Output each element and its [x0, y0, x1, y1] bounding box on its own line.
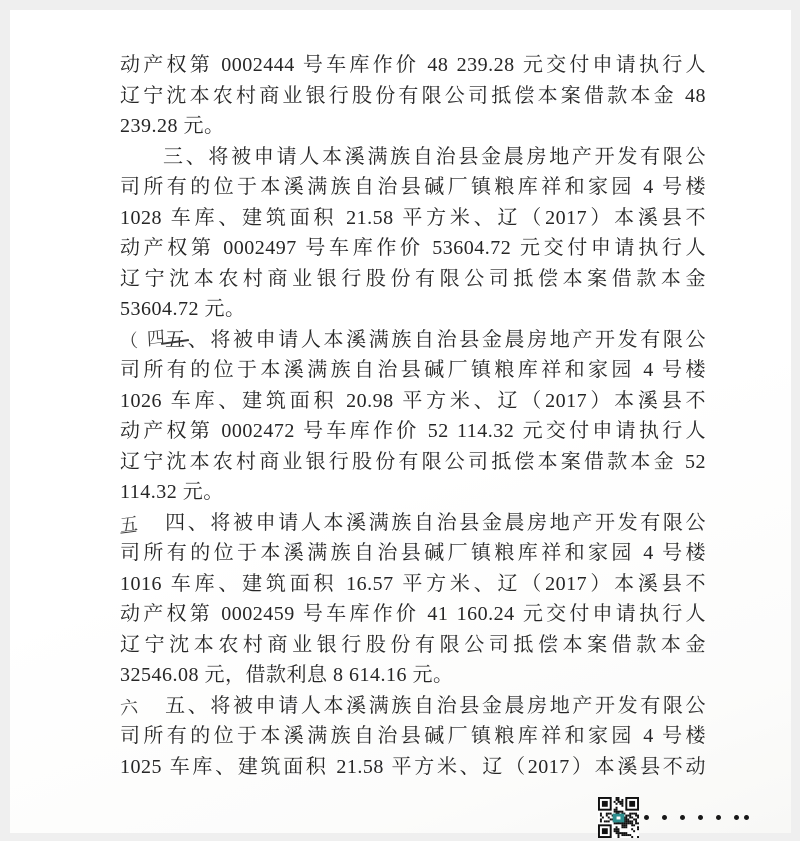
line-text: 1028 车库、建筑面积 21.58 平方米、辽（2017）本溪县不	[120, 206, 706, 229]
page-footer	[598, 797, 749, 838]
separator-dot	[734, 815, 739, 820]
text-line	[120, 386, 706, 417]
text-line	[120, 325, 706, 356]
line-text: 1026 车库、建筑面积 20.98 平方米、辽（2017）本溪县不	[120, 389, 706, 412]
dot-separators	[644, 815, 749, 820]
text-line	[120, 630, 706, 661]
line-text: 司所有的位于本溪满族自治县碱厂镇粮库祥和家园 4 号楼	[120, 725, 706, 747]
line-text: 三、将被申请人本溪满族自治县金晨房地产开发有限公	[163, 145, 706, 168]
line-text: 1016 车库、建筑面积 16.57 平方米、辽（2017）本溪县不	[120, 572, 706, 595]
text-line	[120, 508, 706, 539]
line-text: 辽宁沈本农村商业银行股份有限公司抵偿本案借款本金 52	[120, 450, 706, 473]
text-line	[120, 111, 706, 142]
line-text: 司所有的位于本溪满族自治县碱厂镇粮库祥和家园 4 号楼	[120, 542, 706, 564]
handwritten-correction: 六	[119, 696, 137, 720]
line-text: 动产权第 0002472 号车库作价 52 114.32 元交付申请执行人	[120, 420, 706, 442]
line-text: 1025 车库、建筑面积 21.58 平方米、辽（2017）本溪县不动	[120, 755, 706, 778]
separator-dot	[698, 815, 703, 820]
line-text: 动产权第 0002497 号车库作价 53604.72 元交付申请执行人	[120, 237, 706, 259]
text-line	[120, 691, 706, 722]
struck-through-character: 五	[163, 328, 188, 351]
handwritten-correction: 五	[119, 513, 137, 537]
line-text: 辽宁沈本农村商业银行股份有限公司抵偿本案借款本金	[120, 267, 706, 290]
separator-dot	[644, 815, 649, 820]
text-line	[120, 538, 706, 569]
separator-dot	[662, 815, 667, 820]
text-line	[120, 81, 706, 112]
document-page	[10, 10, 791, 833]
text-line	[120, 721, 706, 752]
text-line	[120, 264, 706, 295]
text-line	[120, 752, 706, 783]
line-text: 动产权第 0002459 号车库作价 41 160.24 元交付申请执行人	[120, 603, 706, 625]
line-text: 32546.08 元，借款利息 8 614.16 元。	[120, 664, 454, 686]
separator-dot	[680, 815, 685, 820]
text-line	[120, 569, 706, 600]
line-text: 、将被申请人本溪满族自治县金晨房地产开发有限公	[187, 328, 706, 351]
text-line	[120, 50, 706, 81]
line-text: 五、将被申请人本溪满族自治县金晨房地产开发有限公	[163, 694, 706, 717]
line-text: 辽宁沈本农村商业银行股份有限公司抵偿本案借款本金 48	[120, 84, 706, 107]
document-body	[120, 50, 706, 782]
handwritten-correction: （四	[119, 326, 164, 354]
qr-code-icon	[598, 797, 639, 838]
line-text: 114.32 元。	[120, 481, 224, 503]
line-text: 辽宁沈本农村商业银行股份有限公司抵偿本案借款本金	[120, 633, 706, 656]
text-line	[120, 660, 706, 691]
line-text: 53604.72 元。	[120, 298, 246, 320]
text-line	[120, 294, 706, 325]
text-line	[120, 203, 706, 234]
line-text: 司所有的位于本溪满族自治县碱厂镇粮库祥和家园 4 号楼	[120, 176, 706, 198]
separator-dot	[716, 815, 721, 820]
text-line	[120, 233, 706, 264]
text-line	[120, 447, 706, 478]
text-line	[120, 172, 706, 203]
line-text: 动产权第 0002444 号车库作价 48 239.28 元交付申请执行人	[120, 54, 706, 76]
separator-dot	[744, 815, 749, 820]
text-line	[120, 599, 706, 630]
text-line	[120, 477, 706, 508]
line-text: 四、将被申请人本溪满族自治县金晨房地产开发有限公	[163, 511, 706, 534]
line-text: 239.28 元。	[120, 115, 225, 137]
text-line	[120, 142, 706, 173]
line-text: 司所有的位于本溪满族自治县碱厂镇粮库祥和家园 4 号楼	[120, 359, 706, 381]
text-line	[120, 355, 706, 386]
text-line	[120, 416, 706, 447]
